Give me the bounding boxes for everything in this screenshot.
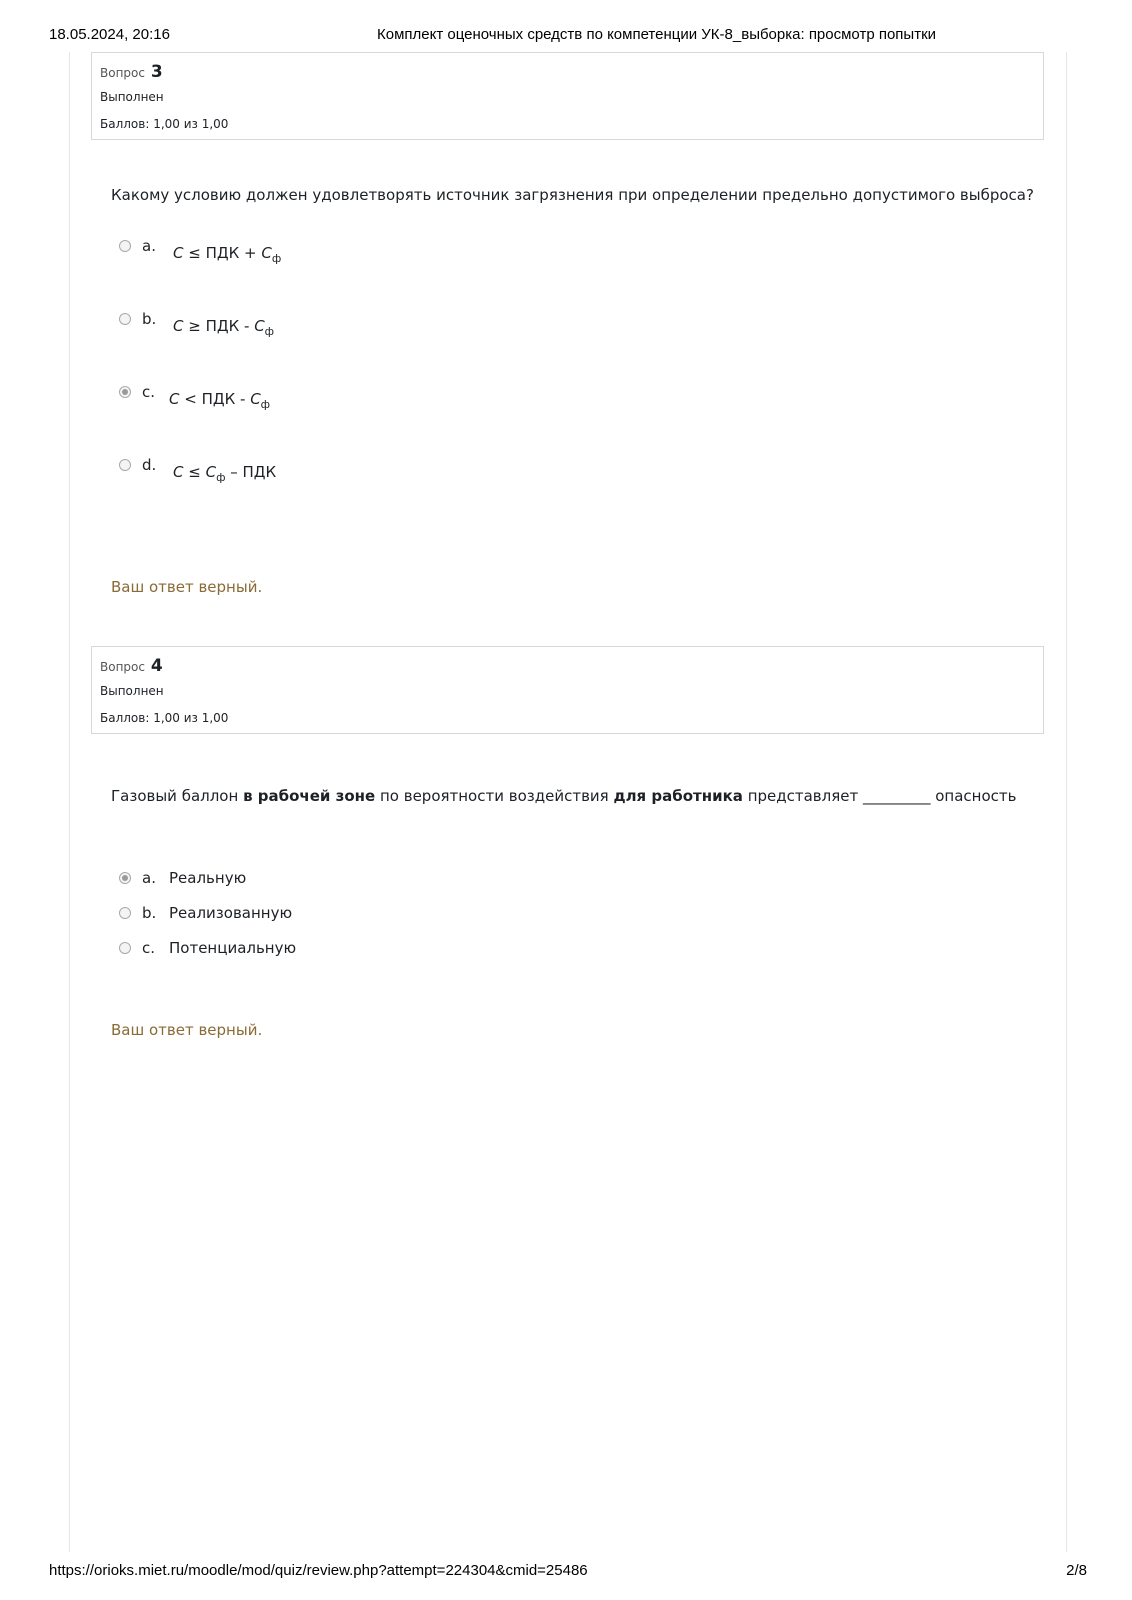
question-number-value: 3 <box>150 62 163 82</box>
print-page-title: Комплект оценочных средств по компетенции УК-8_выборка: просмотр попытки <box>377 26 937 43</box>
q3-radio-a[interactable] <box>119 240 131 252</box>
q4-radio-b[interactable] <box>119 907 131 919</box>
answer-letter: a. <box>142 869 156 887</box>
print-header <box>49 26 1083 46</box>
question-3-info <box>91 52 1044 140</box>
answer-letter: a. <box>142 237 156 255</box>
question-grade: Баллов: 1,00 из 1,00 <box>100 117 229 131</box>
q3-radio-c[interactable] <box>119 386 131 398</box>
q4-radio-a[interactable] <box>119 872 131 884</box>
print-footer <box>49 1562 1087 1582</box>
answer-letter: d. <box>142 456 157 474</box>
answer-formula: C < ПДК - $C_ф$ <box>169 390 271 411</box>
print-datetime: 18.05.2024, 20:16 <box>49 26 170 43</box>
answer-text: Реализованную <box>169 904 293 922</box>
question-number-value: 4 <box>150 656 163 676</box>
page-border-left <box>69 52 70 1552</box>
answer-formula: C ≤ ПДК + $C_ф$ <box>173 244 282 265</box>
question-4-feedback: Ваш ответ верный. <box>111 1021 263 1039</box>
answer-formula: C ≥ ПДК - $C_ф$ <box>173 317 275 338</box>
answer-text: Потенциальную <box>169 939 297 957</box>
question-4-text: Газовый баллон в рабочей зоне по вероятности воздействия для работника представляет _________ опасность <box>111 787 1017 805</box>
q3-radio-b[interactable] <box>119 313 131 325</box>
question-3-feedback: Ваш ответ верный. <box>111 578 263 596</box>
answer-letter: b. <box>142 904 157 922</box>
question-3-text: Какому условию должен удовлетворять источник загрязнения при определении предельно допустимого выброса? <box>111 186 1034 204</box>
answer-text: Реальную <box>169 869 247 887</box>
answer-letter: c. <box>142 939 156 957</box>
question-state: Выполнен <box>100 684 164 698</box>
answer-letter: c. <box>142 383 156 401</box>
answer-letter: b. <box>142 310 157 328</box>
question-4-info <box>91 646 1044 734</box>
question-number: Вопрос 3 <box>100 62 163 82</box>
question-number: Вопрос 4 <box>100 656 163 676</box>
answer-formula: $C \le C_ф$ – ПДК <box>173 463 277 484</box>
question-grade: Баллов: 1,00 из 1,00 <box>100 711 229 725</box>
print-url: https://orioks.miet.ru/moodle/mod/quiz/review.php?attempt=224304&cmid=25486 <box>49 1562 588 1579</box>
page-border-right <box>1066 52 1067 1552</box>
question-state: Выполнен <box>100 90 164 104</box>
print-page-number: 2/8 <box>1066 1562 1087 1579</box>
q4-radio-c[interactable] <box>119 942 131 954</box>
q3-radio-d[interactable] <box>119 459 131 471</box>
